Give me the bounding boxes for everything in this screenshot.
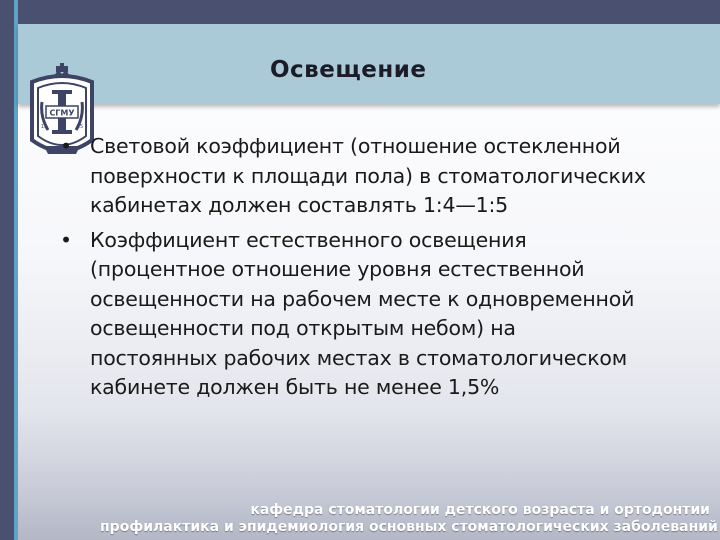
bullet-item [60,226,710,403]
bullet-2-line-4: освещенности под открытым небом) на [90,316,516,340]
bullet-list [60,132,710,408]
crest-year-right: 35 [76,124,84,130]
footer-department: кафедра стоматологии детского возраста и ортодонтии [250,502,710,518]
bullet-1-line-3: кабинетах должен составлять 1:4—1:5 [90,193,509,217]
bullet-2-line-5: постоянных рабочих местах в стоматологическом [90,345,628,370]
bullet-2-line-6: кабинете должен быть не менее 1,5% [90,375,500,399]
bullet-dot: • [60,134,72,158]
footer [100,502,718,536]
top-frame-band [0,0,720,24]
slide-title: Освещение [270,57,427,83]
bullet-1-line-1: Световой коэффициент (отношение остекленной [90,134,621,158]
left-frame-strip [0,0,10,540]
crest-text: СГМУ [49,108,75,118]
bullet-dot: • [60,227,72,252]
crest-year-left: 19 [40,124,48,130]
bullet-2-line-1: Коэффициент естественного освещения [90,227,527,252]
bullet-1-line-2: поверхности к площади пола) в стоматологических [90,163,646,188]
bullet-item [60,132,710,221]
footer-course: профилактика и эпидемиология основных стоматологических заболеваний [100,519,718,535]
bullet-2-line-2: (процентное отношение уровня естественной [90,257,585,281]
bullet-2-line-3: освещенности на рабочем месте к одновременной [90,286,635,311]
title-band [18,24,720,104]
slide [18,24,720,540]
